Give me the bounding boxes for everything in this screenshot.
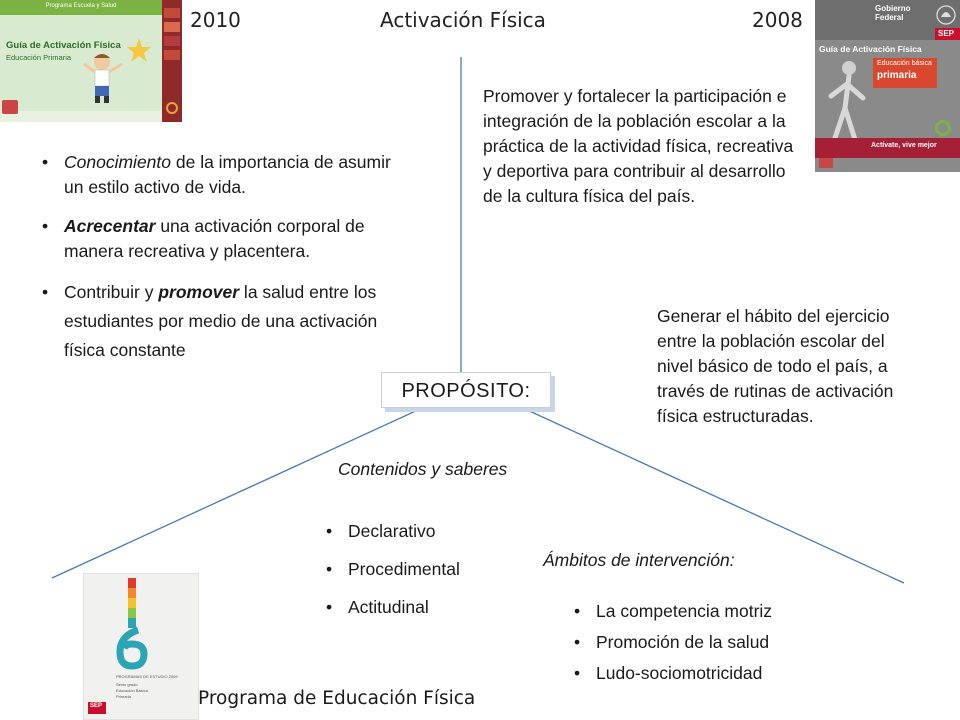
contenidos-item: • Declarativo [326,512,526,550]
number-six-icon [114,626,150,670]
contenidos-item: • Procedimental [326,550,526,588]
cover-2008-image [815,0,960,172]
program-cover-title: PROGRAMAS DE ESTUDIO 2009 [116,674,178,679]
cover-2010-image [0,0,182,122]
ambitos-list [574,596,834,689]
program-cover-line2: Educación Básica [116,688,148,693]
ambitos-item: • Promoción de la salud [574,627,834,658]
cover-2010-subtitle: Educación Primaria [6,53,72,62]
ambitos-item: • La competencia motriz [574,596,834,627]
ambitos-item: • Ludo-sociomotricidad [574,658,834,689]
circle-logo-icon [935,120,951,136]
cover-2010-title: Guía de Activación Física [6,40,121,51]
cover-program-image [83,573,199,720]
left-bullets [42,150,412,365]
cover-2008-subtitle1: Educación básica [877,60,932,67]
cover-2008-slogan: Actívate, vive mejor [871,142,937,149]
contenidos-title: Contenidos y saberes [338,459,508,479]
cover-2008-gob: Gobierno Federal [875,4,911,22]
sep-logo-icon [2,100,18,114]
right-top-text: Promover y fortalecer la participación e integración de la población escolar a la práctica de la actividad física, recreativa y deportiva para contribuir al desarrollo de la cultura física del país. [483,86,794,206]
proposito-label: PROPÓSITO: [401,380,531,402]
ambitos-title: Ámbitos de intervención: [543,550,735,570]
cover-2008-title: Guía de Activación Física [819,44,922,54]
year-2010: 2010 [190,8,241,32]
cover-2010-top-text: Programa Escuela y Salud [45,3,117,9]
cover-2008-sep: SEP [938,29,955,38]
program-cover-line1: Sexto grado [116,682,138,687]
contenidos-list [326,512,526,626]
star-icon [124,36,154,64]
proposito-box [381,372,551,408]
child-figure-icon [80,50,130,105]
cover-2008-subtitle2: primaria [877,70,917,81]
footer-title: Programa de Educación Física [198,688,476,709]
circle-logo-icon [166,102,178,114]
bullet-acrecentar: • Acrecentar una activación corporal de manera recreativa y placentera. [42,214,412,264]
program-cover-sep: SEP [90,703,103,709]
contenidos-item: • Actitudinal [326,588,526,626]
right-middle-text: Generar el hábito del ejercicio entre la población escolar del nivel básico de todo el país, a través de rutinas de activación física estructuradas. [657,306,894,426]
bullet-conocimiento: • Conocimiento de la importancia de asumir un estilo activo de vida. [42,150,412,200]
year-2008: 2008 [752,8,803,32]
program-cover-line3: Primaria [116,694,131,699]
bullet-contribuir: • Contribuir y promover la salud entre los estudiantes por medio de una activación física constante [42,278,412,365]
page-title: Activación Física [380,8,546,32]
sep-logo-icon [819,158,833,168]
coat-of-arms-icon [935,3,957,27]
